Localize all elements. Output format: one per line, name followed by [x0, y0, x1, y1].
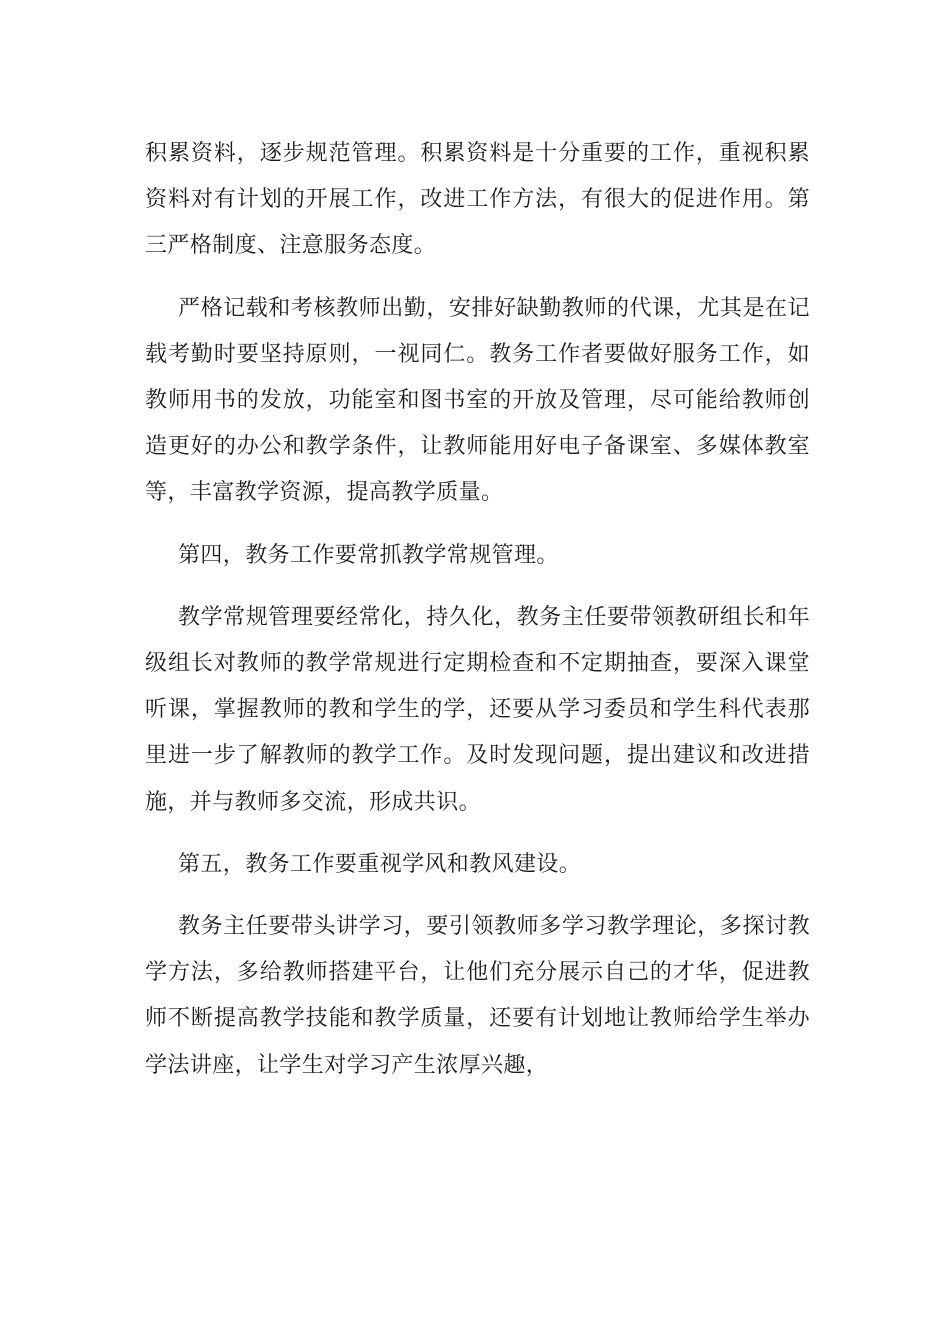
paragraph-2: 严格记载和考核教师出勤，安排好缺勤教师的代课，尤其是在记载考勤时要坚持原则，一视同仁。教务工作者要做好服务工作，如教师用书的发放，功能室和图书室的开放及管理，尽可能给教师创造更好的办公和教学条件，让教师能用好电子备课室、多媒体教室等，丰富教学资源，提高教学质量。: [145, 295, 810, 506]
paragraph-3-heading: 第四，教务工作要常抓教学常规管理。: [178, 542, 559, 568]
paragraph-6: 教务主任要带头讲学习，要引领教师多学习教学理论，多探讨教学方法，多给教师搭建平台，让他们充分展示自己的才华，促进教师不断提高教学技能和教学质量，还要有计划地让教师给学生举办学法讲座，让学生对学习产生浓厚兴趣，: [145, 914, 810, 1078]
document-body: [145, 131, 810, 1105]
paragraph-1: 积累资料，逐步规范管理。积累资料是十分重要的工作，重视积累资料对有计划的开展工作，改进工作方法，有很大的促进作用。第三严格制度、注意服务态度。: [145, 141, 810, 259]
paragraph-5-heading: 第五，教务工作要重视学风和教风建设。: [178, 851, 582, 877]
paragraph-4: 教学常规管理要经常化，持久化，教务主任要带领教研组长和年级组长对教师的教学常规进行定期检查和不定期抽查，要深入课堂听课，掌握教师的教和学生的学，还要从学习委员和学生科代表那里进一步了解教师的教学工作。及时发现问题，提出建议和改进措施，并与教师多交流，形成共识。: [145, 604, 810, 815]
